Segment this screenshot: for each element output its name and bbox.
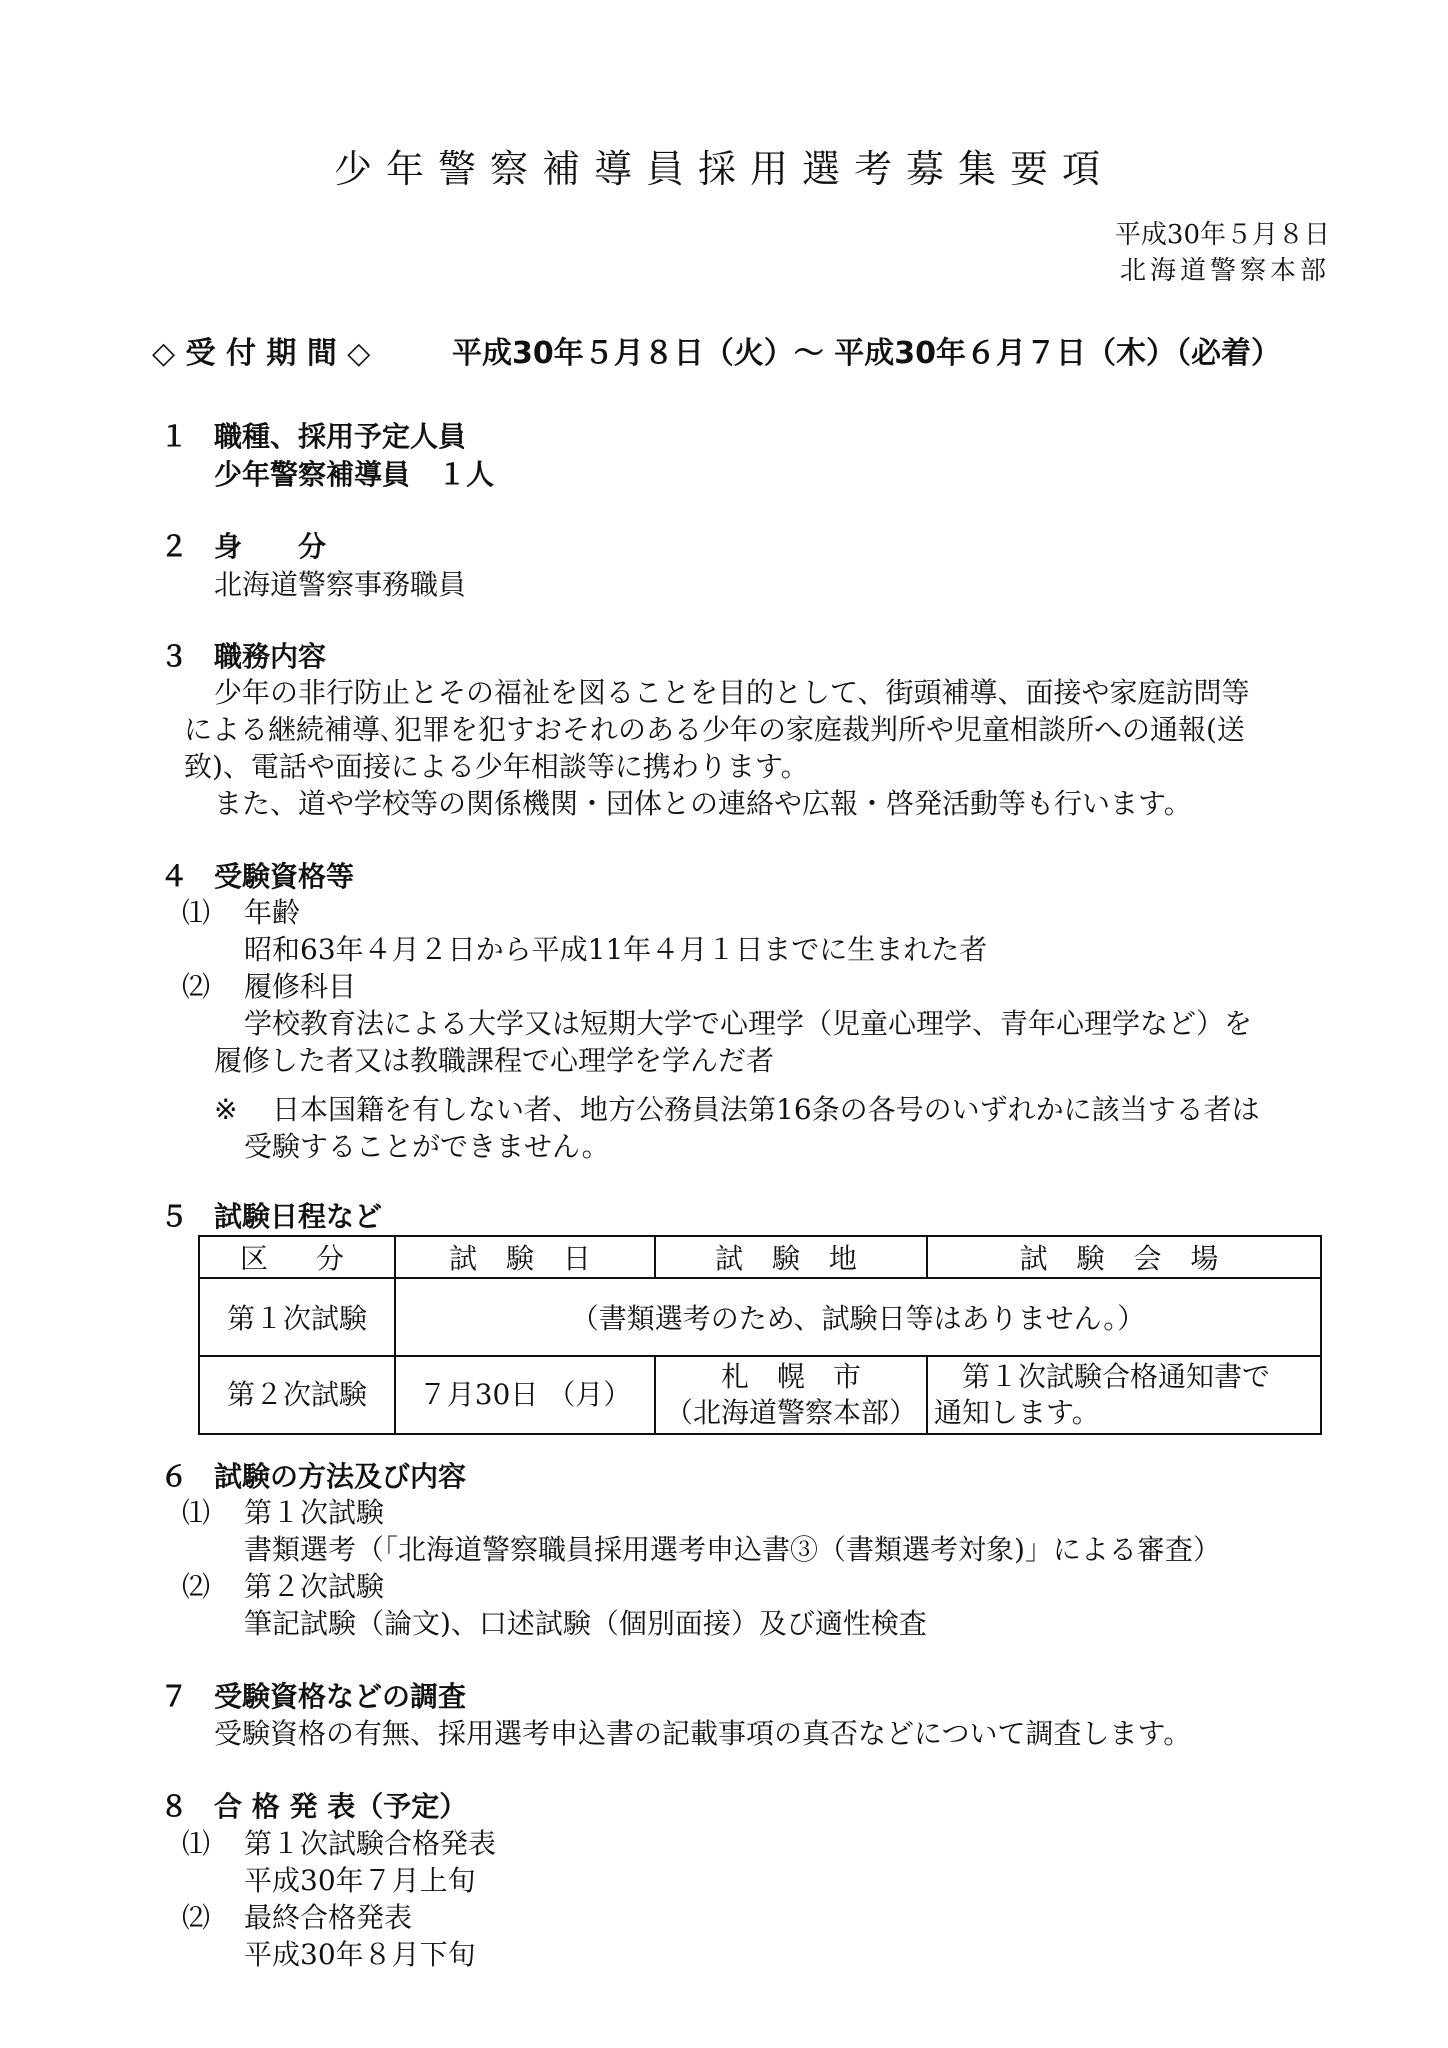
column-header: 試 験 地 [655,1236,927,1278]
section-number: ７ [160,1680,189,1713]
column-header: 区 分 [199,1236,395,1278]
subsection-label: 履修科目 [244,970,357,1003]
exam-schedule-table [198,1235,1322,1435]
section-heading: 試験の方法及び内容 [214,1460,467,1493]
section-number: ４ [160,860,189,893]
section-number: ６ [160,1460,189,1493]
page-title: 少年警察補導員採用選考募集要項 [333,147,1114,191]
note-text: 日本国籍を有しない者、地方公務員法第16条の各号のいずれかに該当する者は [272,1093,1260,1126]
table-header-row [199,1236,1321,1278]
section-number: ５ [160,1200,189,1233]
table-row [199,1278,1321,1356]
subsection-label: 年齢 [244,896,301,929]
subsection-mark: ⑴ [182,896,211,929]
table-cell [927,1356,1321,1434]
subsection-text: 学校教育法による大学又は短期大学で心理学（児童心理学、青年心理学など）を [244,1007,1253,1040]
subsection-label: 第１次試験合格発表 [244,1827,497,1860]
subsection-text: 昭和63年４月２日から平成11年４月１日までに生まれた者 [244,933,988,966]
subsection-label: 最終合格発表 [244,1901,413,1934]
table-cell: ７月30日 （月） [395,1356,655,1434]
subsection-text: 平成30年７月上旬 [244,1864,476,1897]
section-number: ２ [160,530,189,563]
column-header: 試 験 日 [395,1236,655,1278]
subsection-mark: ⑵ [182,970,211,1003]
column-header: 試 験 会 場 [927,1236,1321,1278]
cell-line: 札 幌 市 [720,1360,861,1393]
reception-period: 平成30年５月８日（火）～ 平成30年６月７日（木）（必着） [452,336,1281,371]
section-text: 北海道警察事務職員 [214,568,467,601]
section-heading: 身 分 [214,530,327,563]
subsection-text: 筆記試験（論文)、口述試験（個別面接）及び適性検査 [244,1607,927,1640]
reception-label: ◇ 受 付 期 間 ◇ [152,336,371,371]
section-text: 受験資格の有無、採用選考申込書の記載事項の真否などについて調査します。 [214,1717,1192,1750]
section-heading: 受験資格等 [214,860,355,893]
paragraph-line: 少年の非行防止とその福祉を図ることを目的として、街頭補導、面接や家庭訪問等 [214,676,1250,709]
cell-line: 通知します。 [934,1396,1100,1429]
issue-date: 平成30年５月８日 [1114,220,1330,250]
subsection-mark: ⑴ [182,1496,211,1529]
table-cell [655,1356,927,1434]
subsection-label: 第２次試験 [244,1570,385,1603]
issuing-organization: 北海道警察本部 [1119,256,1330,286]
paragraph-line: による継続補導､犯罪を犯すおそれのある少年の家庭裁判所や児童相談所への通報(送 [184,713,1245,746]
section-heading: 職種、採用予定人員 [214,420,467,453]
subsection-label: 第１次試験 [244,1496,385,1529]
cell-line: 第１次試験合格通知書で [934,1360,1271,1393]
subsection-mark: ⑴ [182,1827,211,1860]
subsection-text: 履修した者又は教職課程で心理学を学んだ者 [214,1044,775,1077]
subsection-mark: ⑵ [182,1570,211,1603]
table-cell: 第１次試験 [199,1278,395,1356]
section-text: 少年警察補導員 １人 [214,458,495,491]
section-number: ８ [160,1790,189,1823]
subsection-text: 書類選考（「北海道警察職員採用選考申込書③（書類選考対象)」による審査） [244,1533,1221,1566]
section-number: １ [160,420,189,453]
paragraph-line: また、道や学校等の関係機関・団体との連絡や広報・啓発活動等も行います。 [214,787,1192,820]
table-cell: （書類選考のため、試験日等はありません。） [395,1278,1321,1356]
subsection-mark: ⑵ [182,1901,211,1934]
section-heading: 受験資格などの調査 [214,1680,467,1713]
section-heading: 職務内容 [214,640,327,673]
section-number: ３ [160,640,189,673]
paragraph-line: 致)、電話や面接による少年相談等に携わります。 [184,750,809,783]
cell-line: （北海道警察本部） [664,1396,917,1429]
section-heading: 合 格 発 表（予定） [214,1790,468,1823]
section-heading: 試験日程など [214,1200,383,1233]
note-mark: ※ [214,1093,238,1126]
table-row [199,1356,1321,1434]
table-cell: 第２次試験 [199,1356,395,1434]
subsection-text: 平成30年８月下旬 [244,1938,476,1971]
note-text: 受験することができません。 [244,1130,610,1163]
